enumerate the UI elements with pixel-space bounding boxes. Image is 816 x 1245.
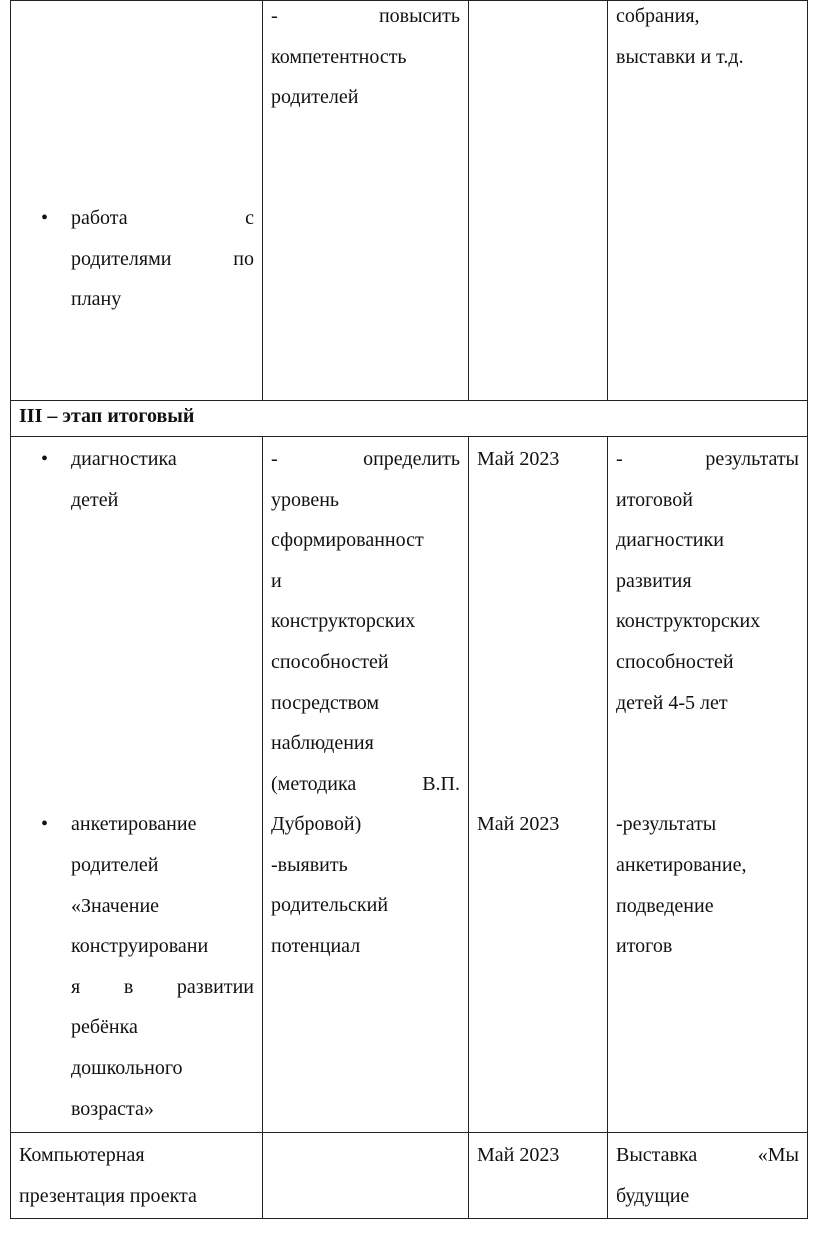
bullet-icon: • [41, 448, 49, 470]
section-header: III – этап итоговый [11, 401, 808, 437]
table-row [11, 437, 808, 1133]
text-line: -выявить [271, 853, 348, 876]
table-row [11, 1, 808, 401]
text-line: собрания, [616, 5, 700, 27]
text-line: анкетирование, [616, 853, 747, 876]
text-line: способностей [271, 650, 389, 673]
text-line: и [271, 569, 282, 592]
table-cell [469, 1, 608, 401]
text-line: -результаты [616, 813, 717, 836]
text-line: конструкторских [616, 610, 761, 633]
text-line: родительский [271, 893, 389, 916]
list-item [19, 439, 254, 520]
text-line: посредством [271, 691, 380, 714]
text-line: (методика В.П. [271, 772, 460, 795]
table-cell [608, 1133, 808, 1219]
text-line: работа с [71, 207, 254, 229]
text-line: наблюдения [271, 732, 374, 755]
text-line: конструировани [71, 935, 209, 958]
table-cell [608, 437, 808, 1133]
table-cell [263, 1, 469, 401]
table-cell [11, 1133, 263, 1219]
text-line: Выставка «Мы [616, 1144, 799, 1166]
text-line: родителей [71, 853, 159, 876]
text-line: конструкторских [271, 610, 416, 633]
table-cell [469, 1133, 608, 1219]
date-text: Май 2023 [477, 1144, 560, 1166]
text-line: компетентность [271, 45, 407, 68]
text-line: выставки и т.д. [616, 45, 744, 68]
table-cell [263, 1133, 469, 1219]
table-cell [608, 1, 808, 401]
table-row [11, 401, 808, 437]
date-text: Май 2023 [477, 813, 560, 836]
text-line: возраста» [71, 1097, 154, 1120]
list-item [19, 804, 254, 1129]
text-line: детей [71, 488, 119, 511]
table-cell [263, 437, 469, 1133]
text-line: я в развитии [71, 975, 254, 998]
text-line: родителями по [71, 247, 254, 270]
table-cell [469, 437, 608, 1133]
text-line: - результаты [616, 448, 799, 470]
text-line: ребёнка [71, 1016, 138, 1039]
table-cell [11, 437, 263, 1133]
text-line: анкетирование [71, 813, 197, 836]
text-line: плану [71, 288, 122, 311]
text-line: Дубровой) [271, 813, 362, 836]
text-line: подведение [616, 894, 714, 917]
bullet-icon: • [41, 207, 49, 229]
text-line: - повысить [271, 5, 460, 27]
text-line: уровень [271, 488, 340, 511]
text-line: сформированност [271, 529, 424, 552]
bullet-icon: • [41, 813, 49, 836]
text-line: развития [616, 569, 692, 592]
text-line: итоговой [616, 488, 693, 511]
text-line: Компьютерная [19, 1144, 145, 1166]
text-line: детей 4-5 лет [616, 691, 728, 714]
table-row [11, 1133, 808, 1219]
text-line: диагностика [71, 448, 177, 470]
text-line: способностей [616, 650, 734, 673]
table-cell [11, 1, 263, 401]
text-line: презентация проекта [19, 1184, 197, 1207]
text-line: родителей [271, 86, 359, 109]
text-line: диагностики [616, 529, 724, 552]
date-text: Май 2023 [477, 448, 560, 470]
text-line: «Значение [71, 894, 160, 917]
text-line: потенциал [271, 934, 361, 957]
list-item [19, 198, 254, 320]
text-line: итогов [616, 935, 673, 958]
project-plan-table [10, 0, 808, 1219]
text-line: - определить [271, 448, 460, 470]
text-line: дошкольного [71, 1056, 183, 1079]
text-line: будущие [616, 1184, 690, 1207]
